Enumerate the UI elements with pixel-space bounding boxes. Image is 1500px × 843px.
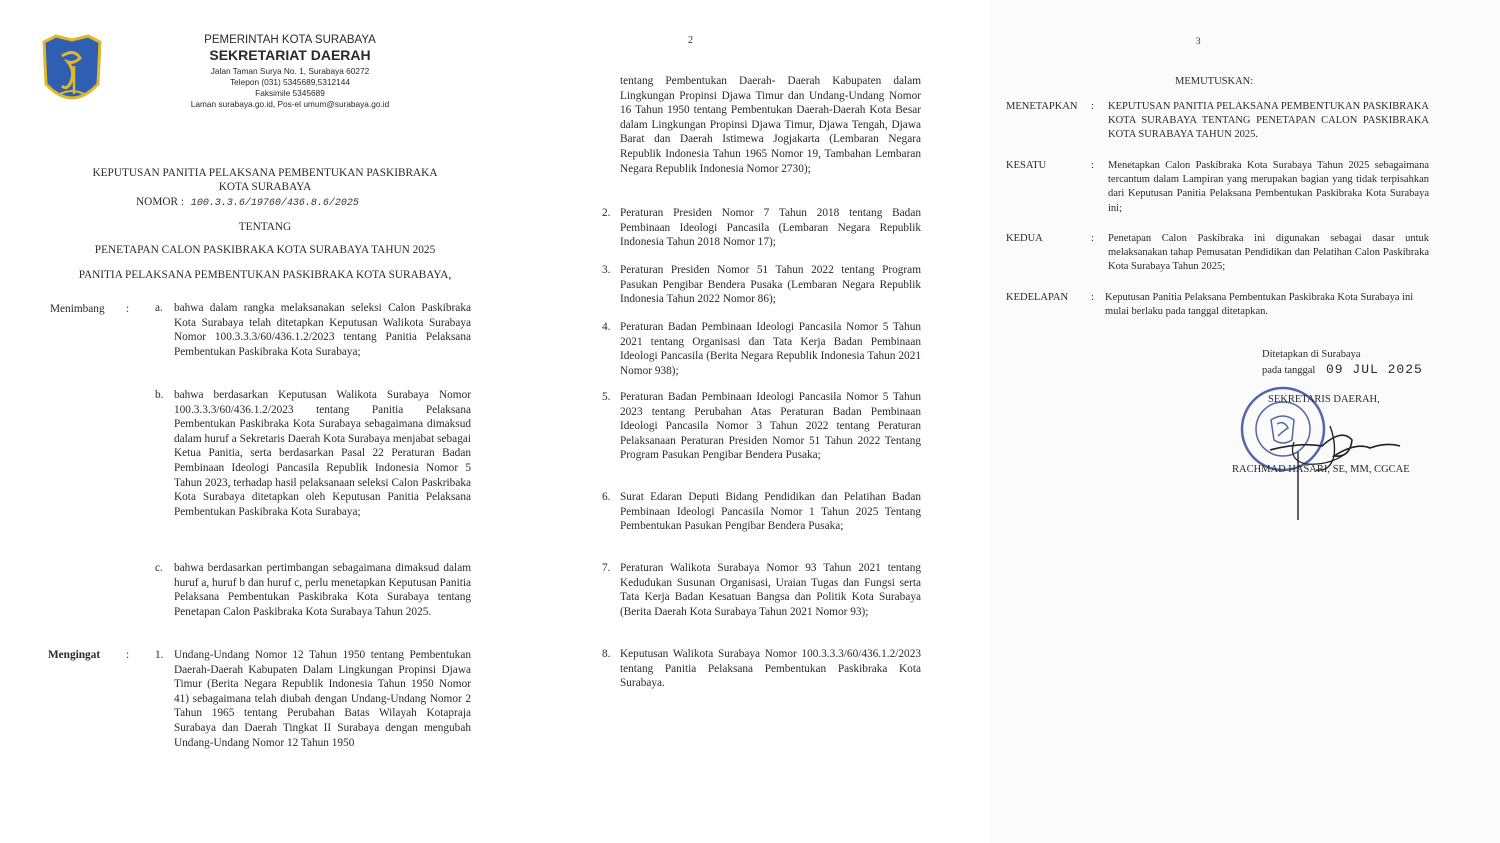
kedelapan-label: KEDELAPAN (1006, 292, 1069, 303)
nomor-handwritten: 100.3.3.6/19760/436.8.6/2025 (190, 198, 359, 209)
mengingat-label: Mengingat (48, 649, 101, 661)
kedua-label: KEDUA (1006, 233, 1043, 244)
menimbang-c-text: bahwa berdasarkan pertimbangan sebagaimana dimaksud dalam huruf a, huruf b dan huruf c, perlu menetapkan Keputusan Panitia Pelaksana Pembentukan Paskibraka Kota Surabaya tentang Penetapan Calon Paskibraka Kota Surabaya Tahun 2025. (174, 562, 471, 618)
mengingat-3-text: Peraturan Presiden Nomor 51 Tahun 2022 tentang Program Pasukan Pengibar Bendera Pusaka (Lembaran Negara Republik Indonesia Tahun 2022 Nomor 86); (620, 264, 921, 306)
nomor-label: NOMOR : (136, 196, 185, 208)
fax: Faksimile 5345689 (255, 88, 325, 98)
kedua-colon: : (1091, 233, 1094, 244)
document-page-3 (990, 0, 1500, 843)
page-number-2: 2 (688, 35, 693, 46)
mengingat-8-marker: 8. (602, 648, 611, 660)
surabaya-crest-logo (40, 34, 104, 110)
address: Jalan Taman Surya No. 1, Surabaya 60272 (210, 66, 370, 76)
kesatu-label: KESATU (1006, 160, 1047, 171)
kedua-text: Penetapan Calon Paskibraka ini digunakan sebagai dasar untuk melaksanakan tahap Pemusatan Pendidikan dan Pelatihan Calon Paskibraka Kota Surabaya Tahun 2025; (1108, 233, 1429, 273)
mengingat-7-text: Peraturan Walikota Surabaya Nomor 93 Tahun 2021 tentang Kedudukan Susunan Organisasi, Uraian Tugas dan Fungsi serta Tata Kerja Badan Kesatuan Bangsa dan Politik Kota Surabaya (Berita Daerah Kota Surabaya Tahun 2021 Nomor 93); (620, 562, 921, 618)
mengingat-4-marker: 4. (602, 321, 611, 333)
menimbang-a-marker: a. (155, 302, 163, 314)
tentang-heading: TENTANG (238, 221, 292, 233)
decree-title (60, 166, 470, 194)
sign-date-row (1262, 363, 1423, 379)
gov-name: PEMERINTAH KOTA SURABAYA (204, 34, 376, 46)
sign-date-stamp: 09 JUL 2025 (1325, 362, 1423, 377)
sign-place: Ditetapkan di Surabaya (1262, 349, 1361, 360)
sign-date-label: pada tanggal (1262, 365, 1316, 376)
mengingat-4-text: Peraturan Badan Pembinaan Ideologi Pancasila Nomor 5 Tahun 2021 tentang Organisasi dan Tata Kerja Badan Pembinaan Ideologi Pancasila (Berita Negara Republik Indonesia Tahun 2021 Nomor 938); (620, 321, 921, 377)
menetapkan-label: MENETAPKAN (1006, 101, 1078, 112)
mengingat-6-text: Surat Edaran Deputi Bidang Pendidikan dan Pelatihan Badan Pembinaan Ideologi Pancasila Nomor 1 Tahun 2025 Tentang Pembentukan Pasukan Pengibar Bendera Pusaka; (620, 491, 921, 533)
memutuskan-heading: MEMUTUSKAN: (1175, 76, 1254, 87)
decree-number (136, 196, 359, 209)
menetapkan-colon: : (1091, 101, 1094, 112)
kedelapan-colon: : (1091, 292, 1094, 303)
phone: Telepon (031) 5345689,5312144 (230, 77, 350, 87)
subject: PENETAPAN CALON PASKIBRAKA KOTA SURABAYA TAHUN 2025 (94, 244, 436, 256)
kesatu-text: Menetapkan Calon Paskibraka Kota Surabaya Tahun 2025 sebagaimana tercantum dalam Lampiran yang merupakan bagian yang tidak terpisahkan dari Keputusan Panitia Pelaksana Pembentukan Paskibraka Kota Surabaya ini; (1108, 160, 1429, 214)
document-page-2 (533, 0, 958, 843)
mengingat-2-marker: 2. (602, 207, 611, 219)
mengingat-colon: : (126, 649, 130, 661)
title-line-1: KEPUTUSAN PANITIA PELAKSANA PEMBENTUKAN PASKIBRAKA (92, 167, 438, 179)
letterhead (160, 33, 420, 110)
mengingat-5-text: Peraturan Badan Pembinaan Ideologi Pancasila Nomor 5 Tahun 2023 tentang Perubahan Atas Peraturan Badan Pembinaan Ideologi Pancasila Nomor 3 Tahun 2022 tentang Peraturan Pelaksanaan Peraturan Presiden Nomor 51 Tahun 2022 Tentang Program Pasukan Pengibar Bendera Pusaka; (620, 391, 921, 462)
document-page-1 (0, 0, 515, 843)
committee-line: PANITIA PELAKSANA PEMBENTUKAN PASKIBRAKA KOTA SURABAYA, (78, 269, 452, 281)
menimbang-a-text: bahwa dalam rangka melaksanakan seleksi Calon Paskibraka Kota Surabaya telah ditetapkan Keputusan Walikota Surabaya Nomor 100.3.3.3/60/436.1.2/2023 tentang Panitia Pelaksana Pembentukan Paskibraka Kota Surabaya; (174, 302, 471, 358)
mengingat-1-text: Undang-Undang Nomor 12 Tahun 1950 tentang Pembentukan Daerah-Daerah Kabupaten Dalam Lingkungan Propinsi Djawa Timur (Berita Negara Republik Indonesia Tahun 1950 Nomor 41) sebagaimana telah diubah dengan Undang-Undang Nomor 2 Tahun 1965 tentang Perubahan Batas Wilayah Kotapraja Surabaya dan Daerah Tingkat II Surabaya dengan mengubah Undang-Undang Nomor 12 Tahun 1950 (174, 649, 471, 749)
menetapkan-text: KEPUTUSAN PANITIA PELAKSANA PEMBENTUKAN PASKIBRAKA KOTA SURABAYA TENTANG PENETAPAN CALON PASKIBRAKA KOTA SURABAYA TAHUN 2025. (1108, 101, 1429, 141)
office-name: SEKRETARIAT DAERAH (209, 47, 371, 63)
mengingat-1-marker: 1. (155, 649, 164, 661)
kesatu-colon: : (1091, 160, 1094, 171)
menimbang-colon: : (126, 303, 130, 315)
mengingat-3-marker: 3. (602, 264, 611, 276)
sign-position: SEKRETARIS DAERAH, (1268, 394, 1380, 405)
menimbang-b-text: bahwa berdasarkan Keputusan Walikota Surabaya Nomor 100.3.3.3/60/436.1.2/2023 tentang Panitia Pelaksana Pembentukan Paskibraka Kota Surabaya sebagaimana dimaksud dalam huruf a Sekretaris Daerah Kota Surabaya menjabat sebagai Ketua Panitia, serta berdasarkan Pasal 22 Peraturan Badan Pembinaan Ideologi Pancasila Republik Indonesia Nomor 5 Tahun 2023, terhadap hasil pelaksanaan seleksi Calon Paskribaka Kota Surabaya ditetapkan oleh Keputusan Panitia Pelaksana Pembentukan Paskibraka Kota Surabaya; (174, 389, 471, 518)
menimbang-c-marker: c. (155, 562, 163, 574)
web-email: Laman surabaya.go.id, Pos-el umum@surabaya.go.id (190, 99, 390, 109)
mengingat-1-continuation: tentang Pembentukan Daerah- Daerah Kabupaten dalam Lingkungan Propinsi Djawa Timur dan Undang-Undang Nomor 16 Tahun 1950 tentang Pembentukan Daerah-Daerah Kota Besar dalam Lingkungan Propinsi Djawa Timur, Djawa Tengah, Djawa Barat dan Daerah Istimewa Jogjakarta (Lembaran Negara Republik Indonesia Tahun 1965 Nomor 19, Tambahan Lembaran Negara Republik Indonesia Nomor 2730); (620, 75, 921, 175)
mengingat-2-text: Peraturan Presiden Nomor 7 Tahun 2018 tentang Badan Pembinaan Ideologi Pancasila (Lembaran Negara Republik Indonesia Tahun 2018 Nomor 17); (620, 207, 921, 249)
signer-name: RACHMAD HASARI, SE, MM, CGCAE (1232, 464, 1410, 475)
menimbang-label: Menimbang (50, 303, 105, 315)
mengingat-5-marker: 5. (602, 391, 611, 403)
kedelapan-text: Keputusan Panitia Pelaksana Pembentukan Paskibraka Kota Surabaya ini mulai berlaku pada tanggal ditetapkan. (1105, 292, 1414, 318)
title-line-2: KOTA SURABAYA (218, 181, 312, 193)
page-number-3: 3 (1196, 36, 1201, 46)
menimbang-b-marker: b. (155, 389, 164, 401)
mengingat-6-marker: 6. (602, 491, 611, 503)
mengingat-7-marker: 7. (602, 562, 611, 574)
mengingat-8-text: Keputusan Walikota Surabaya Nomor 100.3.3.3/60/436.1.2/2023 tentang Panitia Pelaksana Pembentukan Paskibraka Kota Surabaya. (620, 648, 921, 690)
